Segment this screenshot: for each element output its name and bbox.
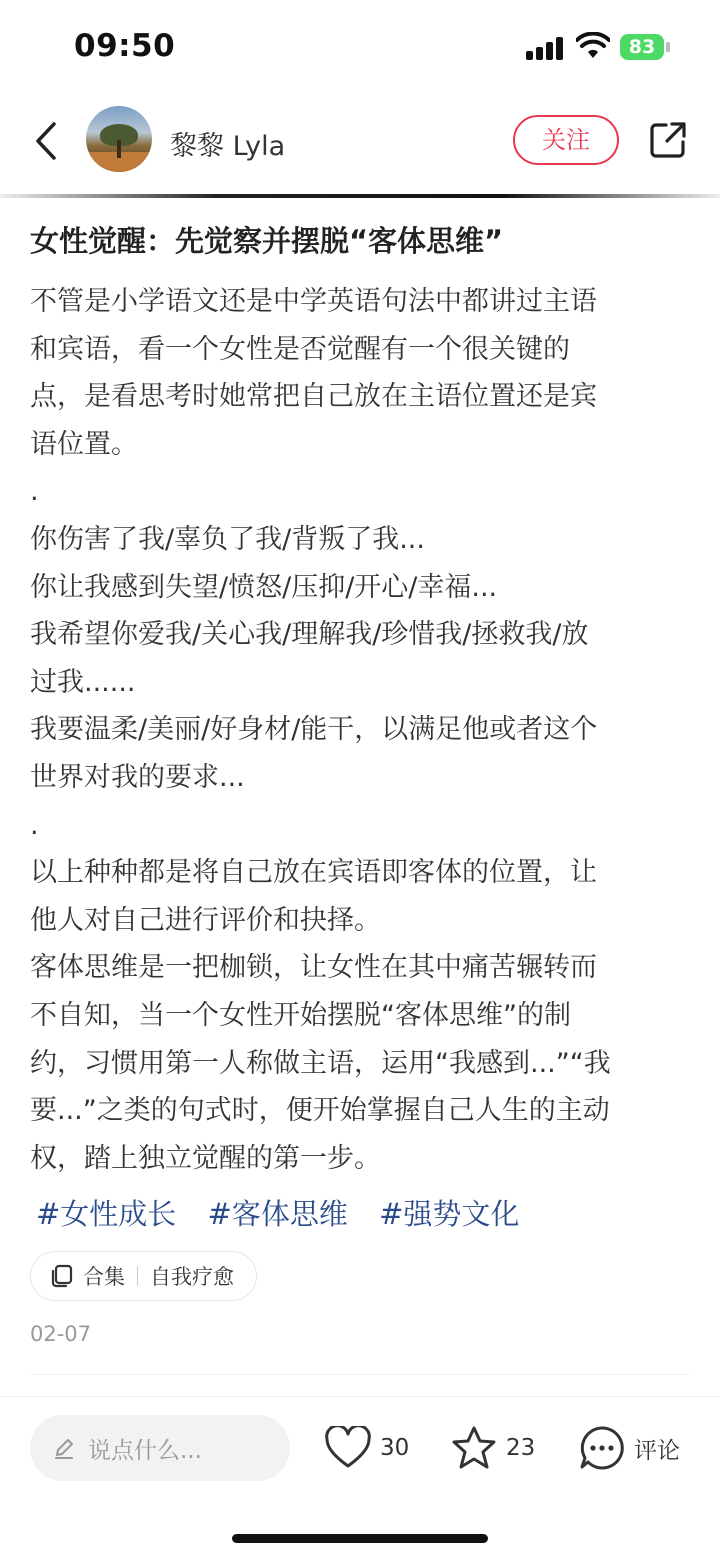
pencil-icon xyxy=(52,1436,76,1460)
post-line: 语位置。 xyxy=(30,428,138,460)
post-line: 权，踏上独立觉醒的第一步。 xyxy=(30,1142,381,1174)
avatar[interactable] xyxy=(86,106,152,172)
post-line: 约，习惯用第一人称做主语，运用“我感到...”“我 xyxy=(30,1047,611,1079)
post-line: 不管是小学语文还是中学英语句法中都讲过主语 xyxy=(30,286,597,317)
post-line: 我希望你爱我/关心我/理解我/珍惜我/拯救我/放 xyxy=(30,619,589,651)
post-line: 我要温柔/美丽/好身材/能干，以满足他或者这个 xyxy=(30,714,598,746)
status-time: 09:50 xyxy=(74,28,176,64)
cellular-signal-icon xyxy=(526,36,564,60)
post-header xyxy=(0,96,720,194)
hashtag-link[interactable]: #强势文化 xyxy=(379,1197,520,1231)
collect-button[interactable] xyxy=(450,1423,535,1473)
post-line: 不自知，当一个女性开始摆脱“客体思维”的制 xyxy=(30,999,571,1031)
comment-label: 评论 xyxy=(634,1437,680,1464)
post-line: 客体思维是一把枷锁，让女性在其中痛苦辗转而 xyxy=(30,952,597,984)
follow-button[interactable]: 关注 xyxy=(513,115,619,165)
heart-icon xyxy=(324,1426,372,1470)
post-line: 你伤害了我/辜负了我/背叛了我... xyxy=(30,523,425,555)
post-title: 女性觉醒：先觉察并摆脱“客体思维” xyxy=(30,224,504,258)
post-date: 02-07 xyxy=(30,1322,92,1346)
hashtag-link[interactable]: #女性成长 xyxy=(36,1197,177,1231)
post-line: . xyxy=(30,809,39,841)
wifi-icon xyxy=(576,32,610,60)
battery-tip xyxy=(666,42,670,52)
chat-bubble-icon xyxy=(578,1424,626,1472)
comment-input[interactable] xyxy=(30,1415,290,1481)
share-external-icon[interactable] xyxy=(648,120,688,160)
post-line: 过我...... xyxy=(30,666,136,698)
stack-icon xyxy=(49,1263,75,1289)
collect-count: 23 xyxy=(506,1435,536,1461)
star-icon xyxy=(450,1425,498,1471)
like-count: 30 xyxy=(380,1435,410,1461)
post-line: 你让我感到失望/愤怒/压抑/开心/幸福... xyxy=(30,571,498,603)
home-indicator[interactable] xyxy=(232,1534,488,1543)
post-line: 和宾语，看一个女性是否觉醒有一个很关键的 xyxy=(30,333,570,365)
header-divider xyxy=(0,194,720,198)
collection-label: 合集 xyxy=(83,1265,125,1289)
chevron-left-icon[interactable] xyxy=(30,118,62,164)
like-button[interactable] xyxy=(324,1423,409,1473)
comment-button[interactable] xyxy=(578,1423,680,1473)
hashtag-link[interactable]: #客体思维 xyxy=(207,1197,348,1231)
battery-indicator: 83 xyxy=(620,34,664,60)
content-divider xyxy=(30,1374,690,1375)
post-line: . xyxy=(30,476,39,508)
collection-separator xyxy=(137,1266,138,1286)
post-content xyxy=(30,216,692,1182)
status-bar xyxy=(0,0,720,96)
post-line: 世界对我的要求... xyxy=(30,761,245,793)
comment-placeholder: 说点什么... xyxy=(88,1437,202,1464)
post-line: 点，是看思考时她常把自己放在主语位置还是宾 xyxy=(30,381,597,413)
bottom-action-bar xyxy=(0,1396,720,1559)
hashtag-list xyxy=(36,1192,541,1233)
author-name[interactable]: 黎黎 Lyla xyxy=(170,131,286,162)
collection-name: 自我疗愈 xyxy=(150,1265,234,1289)
post-line: 要...”之类的句式时，便开始掌握自己人生的主动 xyxy=(30,1095,610,1127)
post-line: 他人对自己进行评价和抉择。 xyxy=(30,904,381,936)
collection-chip[interactable] xyxy=(30,1251,257,1301)
post-line: 以上种种都是将自己放在宾语即客体的位置，让 xyxy=(30,857,597,889)
